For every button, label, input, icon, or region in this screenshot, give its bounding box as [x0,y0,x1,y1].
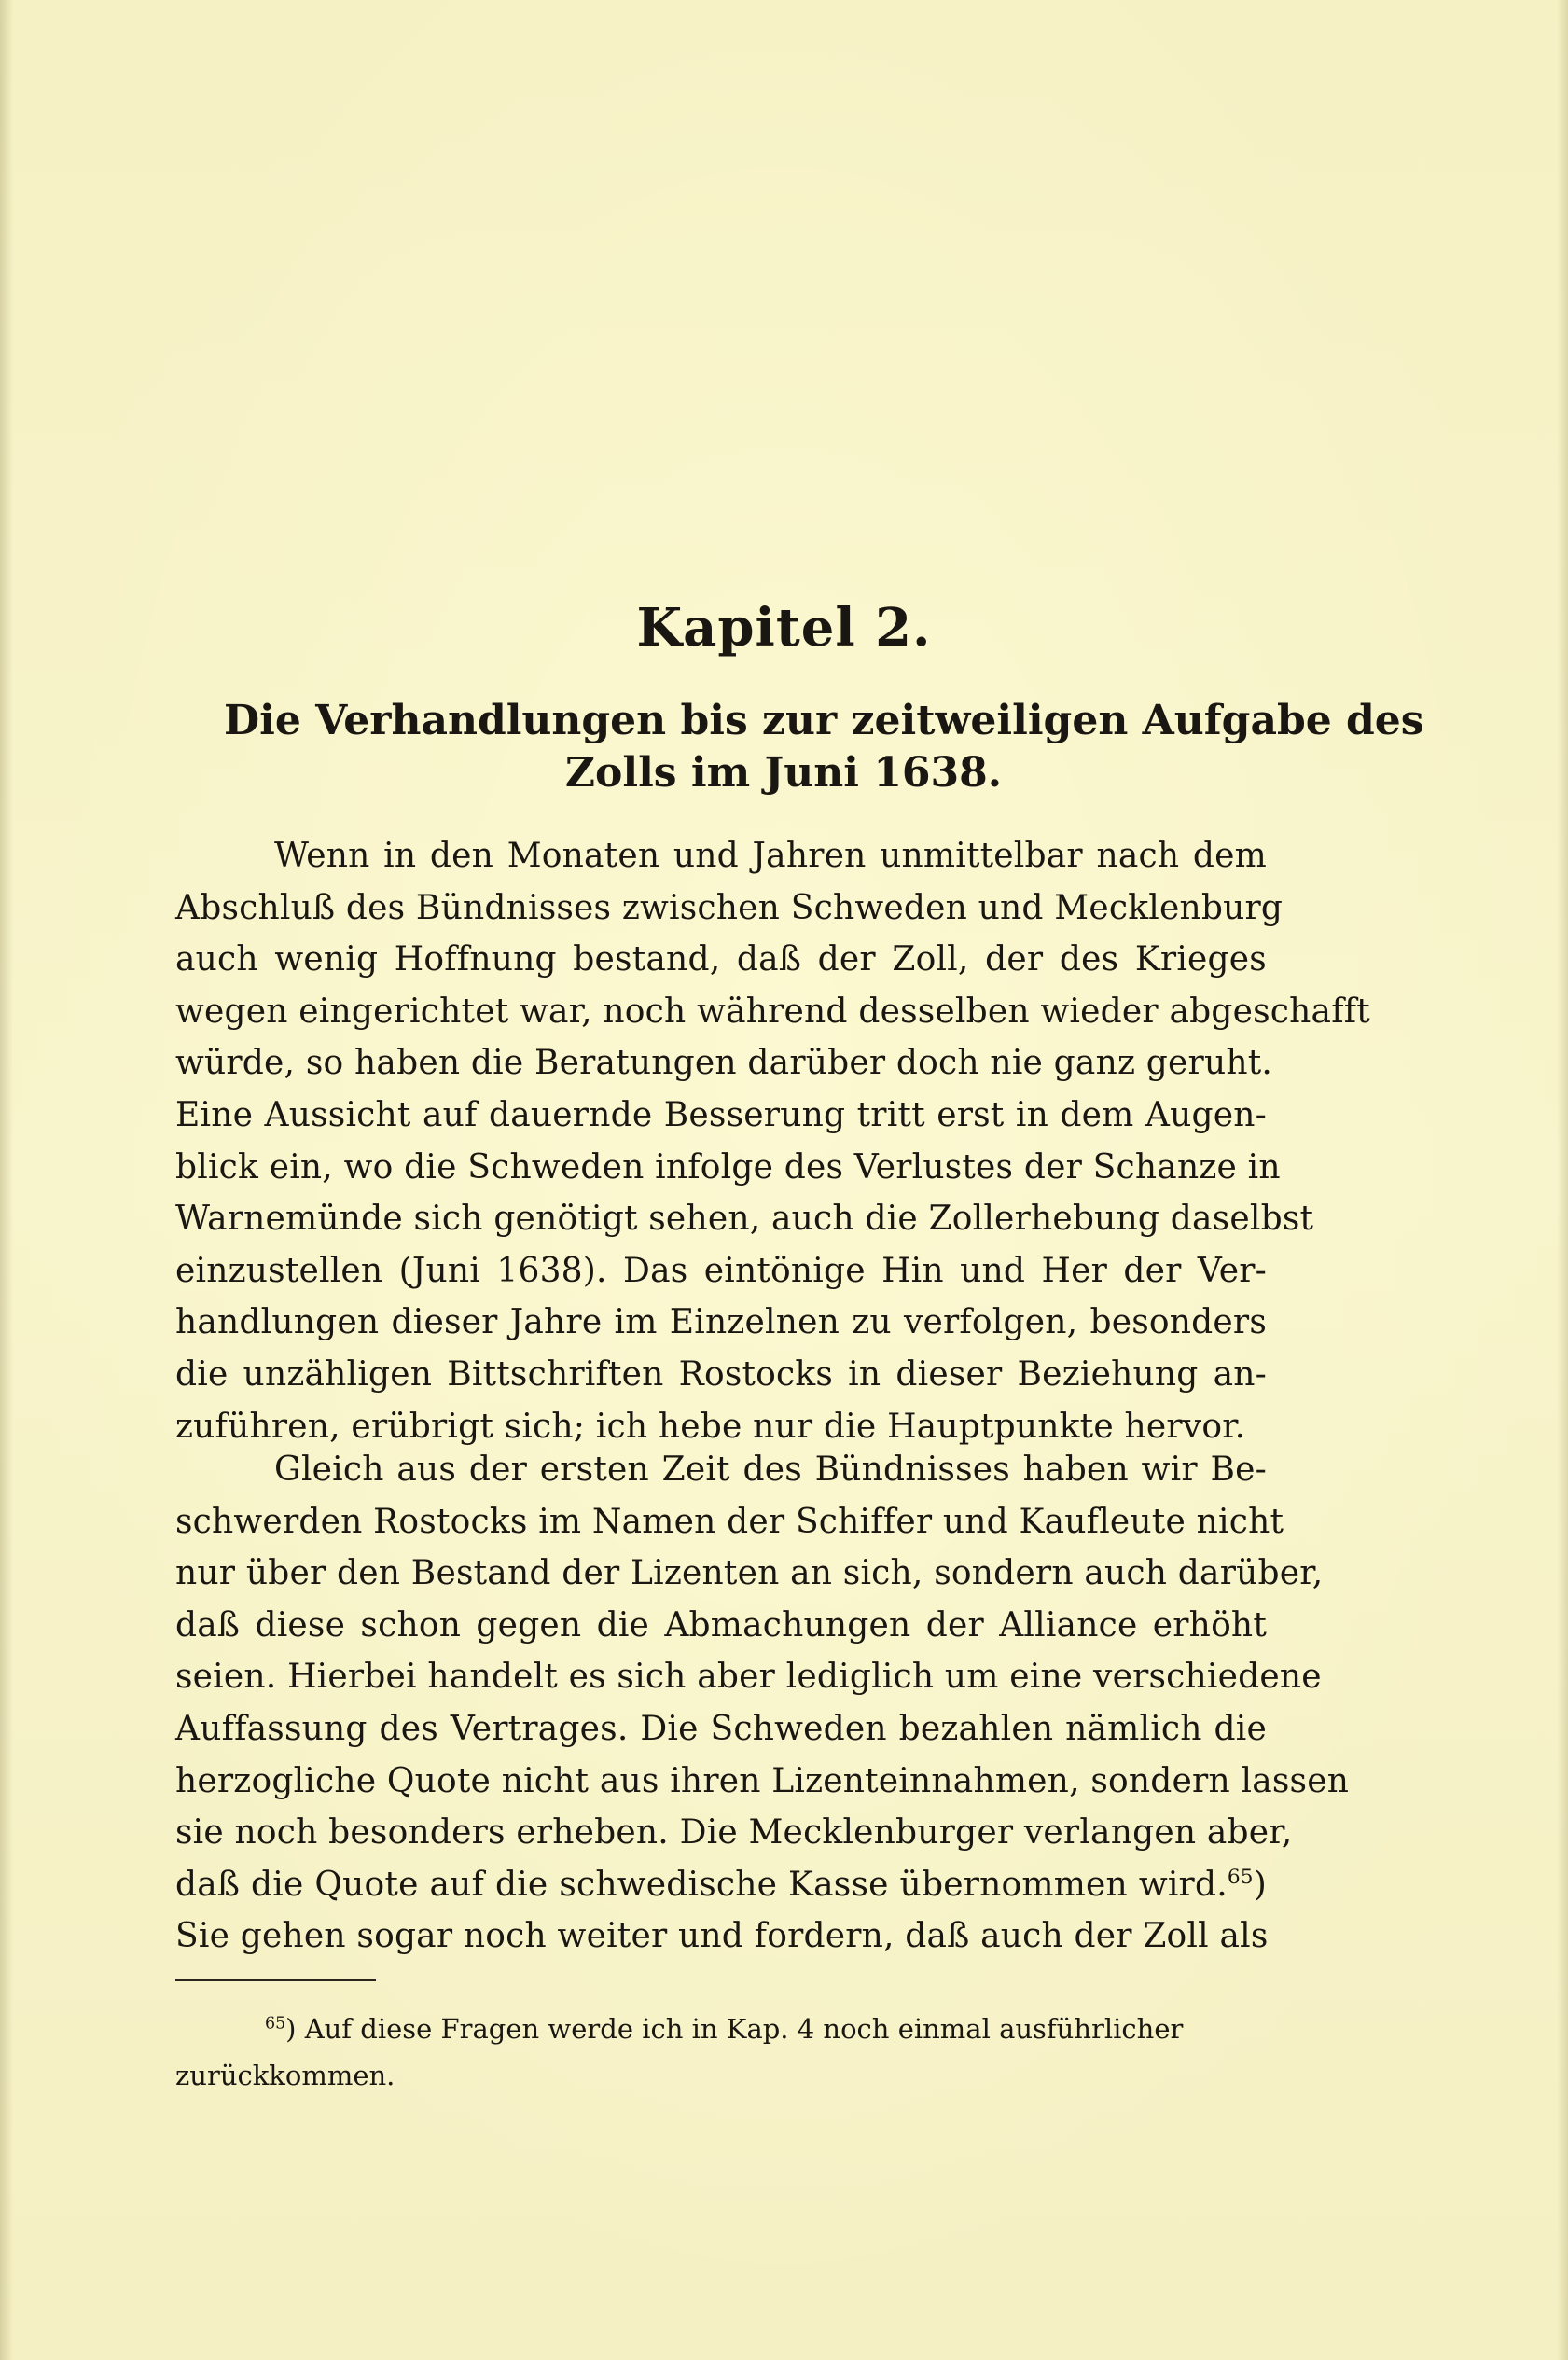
text-line: nur über den Bestand der Lizenten an sich, sondern auch darüber, [175,1554,1324,1593]
text-line: die unzähligen Bittschriften Rostocks in dieser Beziehung an- [175,1354,1267,1394]
text-line: daß diese schon gegen die Abmachungen der Alliance erhöht [175,1605,1267,1645]
text-line: Wenn in den Monaten und Jahren unmittelbar nach dem [274,837,1267,875]
text-line: zuführen, erübrigt sich; ich hebe nur die Hauptpunkte hervor. [175,1407,1246,1446]
footnote-reference[interactable]: 65 [1227,1865,1254,1889]
text-line: Warnemünde sich genötigt sehen, auch die Zollerhebung daselbst [175,1200,1314,1239]
text-line: seien. Hierbei handelt es sich aber lediglich um eine verschiedene [175,1658,1322,1697]
footnote-text: Auf diese Fragen werde ich in Kap. 4 noch einmal ausführlicher [304,2013,1184,2045]
text-line: Sie gehen sogar noch weiter und fordern, daß auch der Zoll als [175,1917,1269,1956]
chapter-subtitle [224,688,1424,797]
text-line: handlungen dieser Jahre im Einzelnen zu verfolgen, besonders [175,1303,1267,1342]
text-line: blick ein, wo die Schweden infolge des Verlustes der Schanze in [175,1147,1281,1187]
text-line: würde, so haben die Beratungen darüber doch nie ganz geruht. [175,1044,1273,1083]
text-line-content: daß die Quote auf die schwedische Kasse übernommen wird. [175,1865,1228,1904]
chapter-subtitle-line: Zolls im Juni 1638. [564,748,1003,797]
chapter-subtitle-line: Die Verhandlungen bis zur zeitweiligen Aufgabe des [224,697,1424,744]
text-line: Eine Aussicht auf dauernde Besserung tritt erst in dem Augen- [175,1095,1267,1134]
footnote-number-paren: ) [285,2013,297,2045]
chapter-title: Kapitel 2. [636,597,932,659]
text-line: Gleich aus der ersten Zeit des Bündnisses haben wir Be- [274,1451,1267,1489]
paragraph-1 [175,830,1370,1452]
text-line: einzustellen (Juni 1638). Das eintönige Hin und Her der Ver- [175,1251,1267,1290]
footnote [175,2006,1267,2099]
page-edge-shadow-right [1557,0,1568,2360]
footnote-line: zurückkommen. [175,2060,395,2091]
footnote-number: 65 [265,2014,286,2034]
footnote-separator [175,1979,376,1981]
footnote-reference-paren: ) [1253,1865,1267,1904]
text-line-with-footnote-ref [175,1859,1267,1911]
text-line: Abschluß des Bündnisses zwischen Schweden und Mecklenburg [175,888,1284,927]
text-line: herzogliche Quote nicht aus ihren Lizenteinnahmen, sondern lassen [175,1761,1350,1800]
text-line: wegen eingerichtet war, noch während desselben wieder abgeschafft [175,992,1370,1031]
text-line: auch wenig Hoffnung bestand, daß der Zoll, der des Krieges [175,940,1267,979]
footnote-line [175,2006,1267,2052]
text-line: schwerden Rostocks im Namen der Schiffer und Kaufleute nicht [175,1502,1284,1541]
text-line: sie noch besonders erheben. Die Mecklenburger verlangen aber, [175,1813,1293,1853]
paragraph-2 [175,1444,1350,1963]
page-edge-shadow-left [0,0,13,2360]
text-line: Auffassung des Vertrages. Die Schweden bezahlen nämlich die [175,1709,1267,1748]
